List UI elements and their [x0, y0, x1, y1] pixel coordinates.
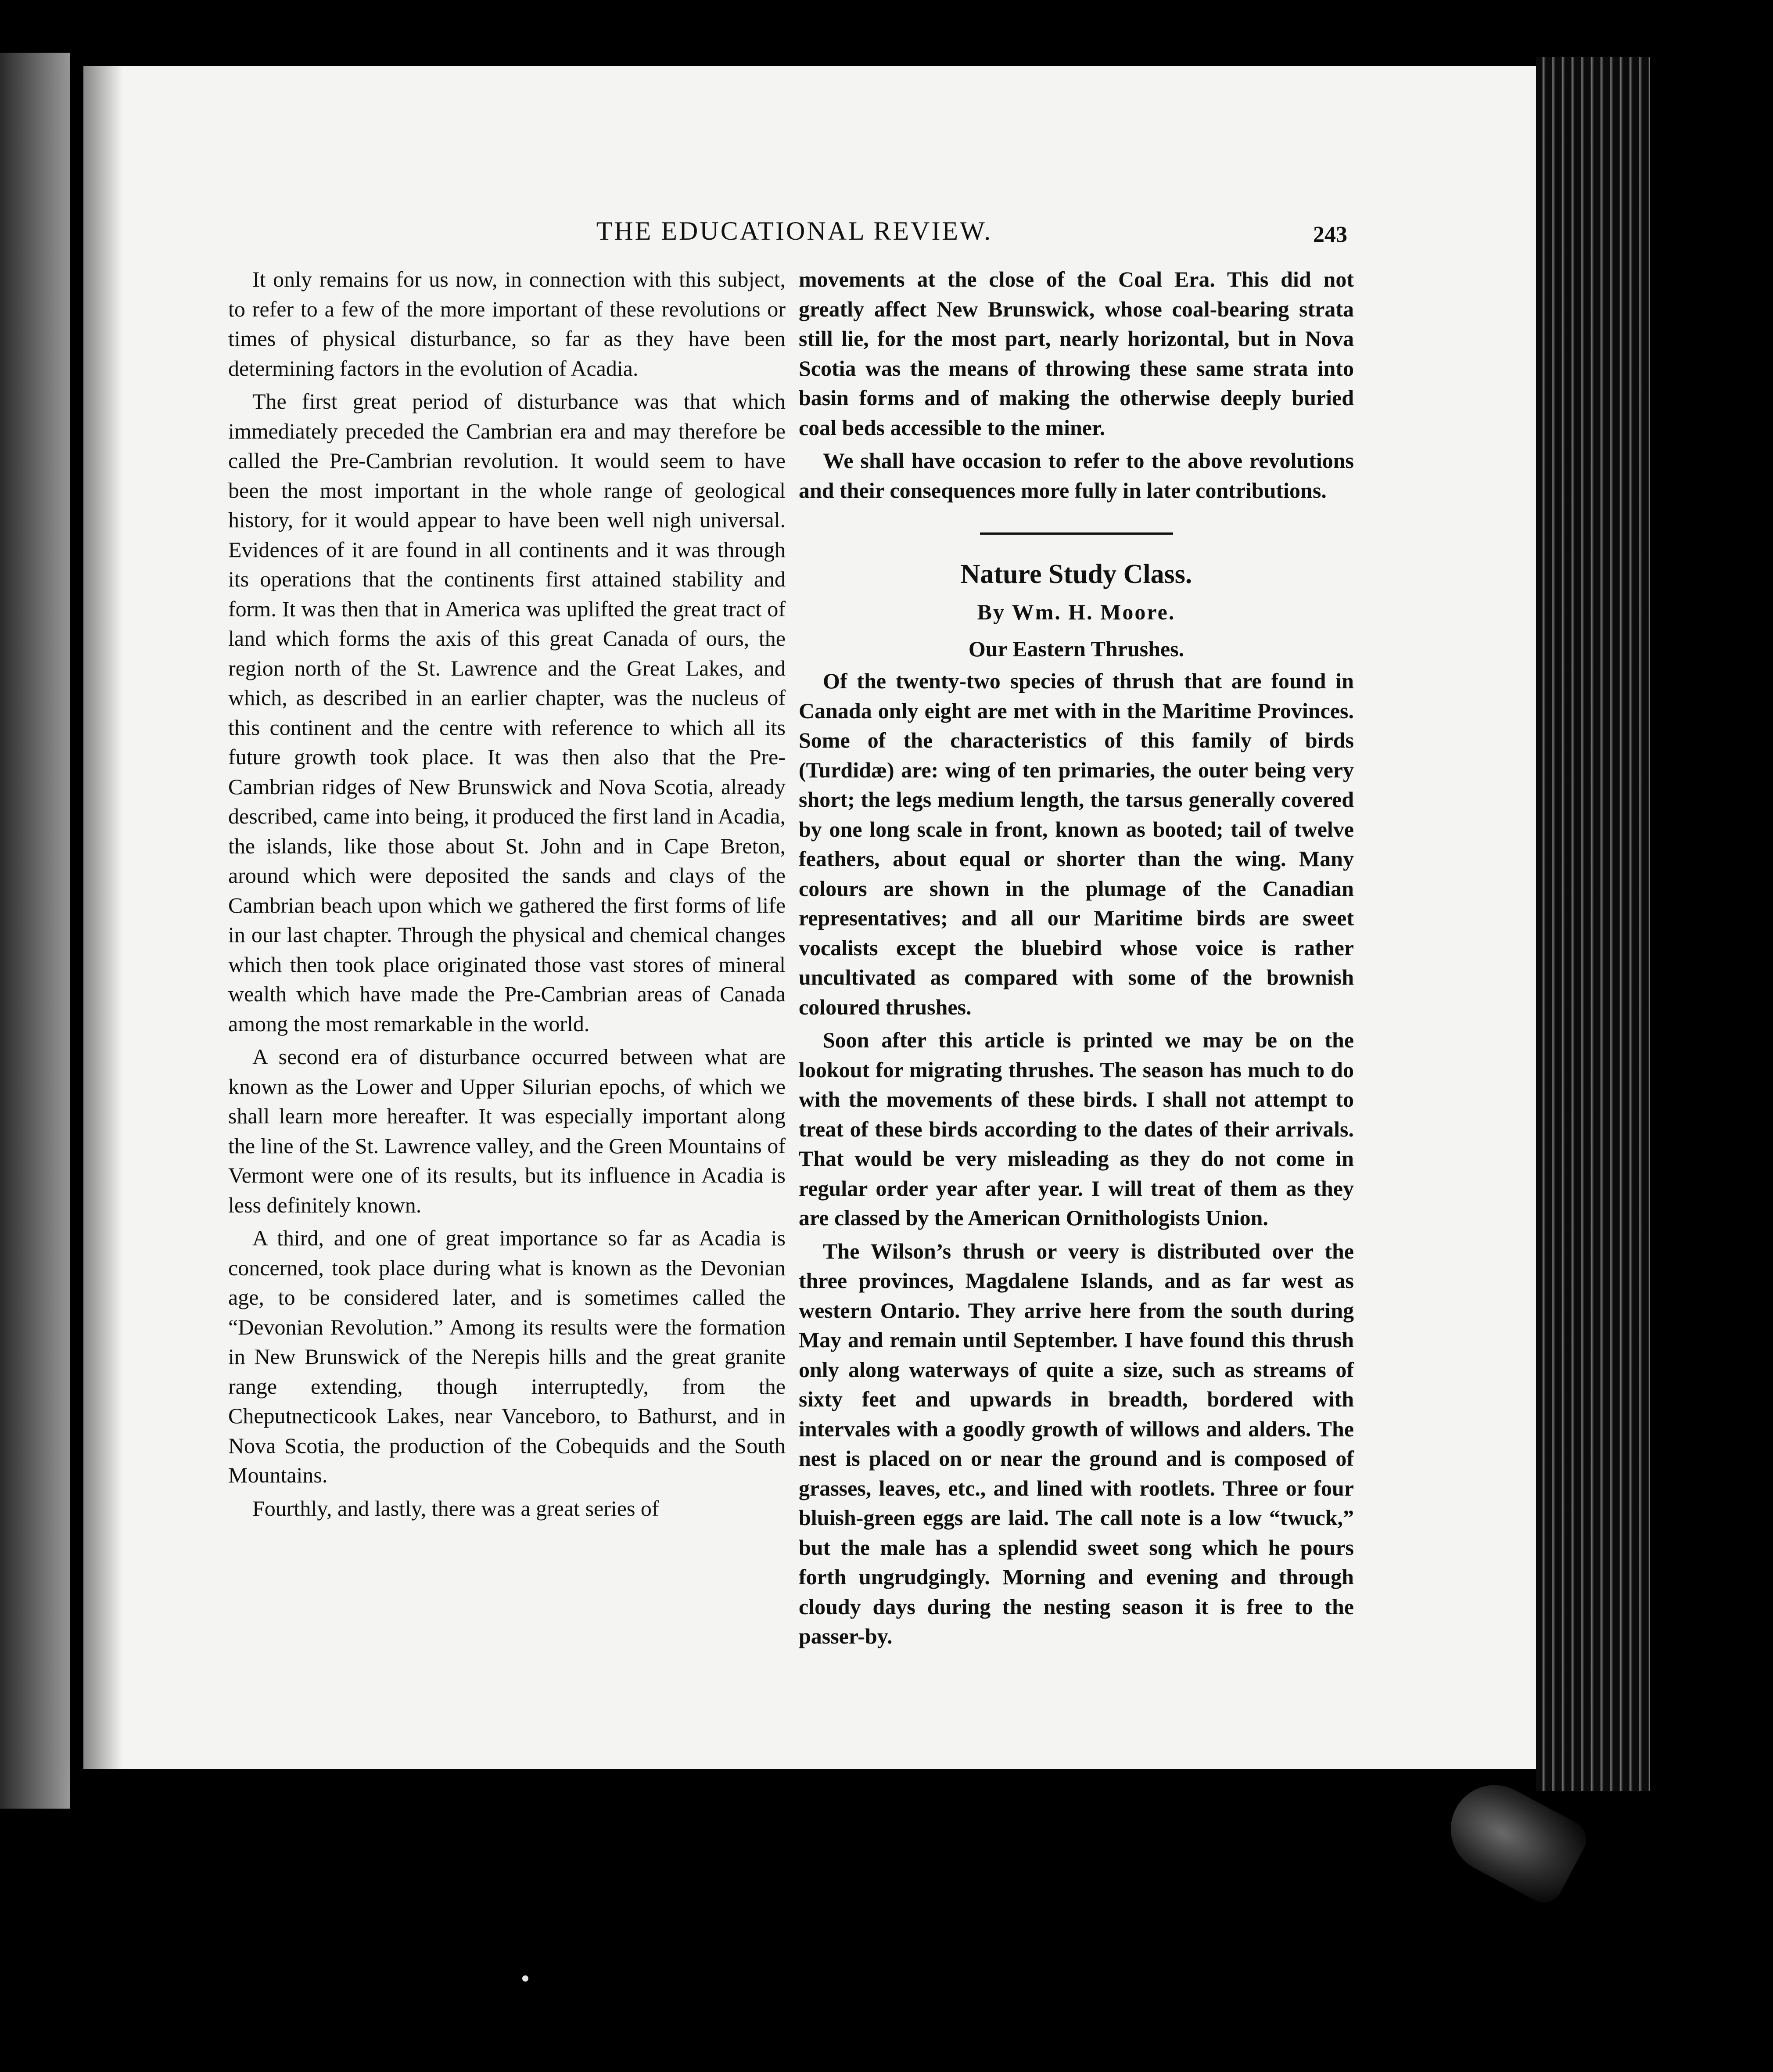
article-subtitle: Our Eastern Thrushes.	[968, 637, 1184, 661]
section-divider	[980, 532, 1173, 535]
paragraph: The first great period of disturbance was that which immediately preceded the Cambrian era and may therefore be called the Pre-Cambrian revolution. It would seem to have been the most important in the whole range of geological history, for it would appear to have been well nigh universal. Evidences of it are found in all continents and it was through its operations that the continents first attained stability and form. It was then that in America was uplifted the great tract of land which forms the axis of this great Canada of ours, the region north of the St. Lawrence and the Great Lakes, and which, as described in an earlier chapter, was the nucleus of this continent and the centre with reference to which all its future growth took place. It was then also that the Pre-Cambrian ridges of New Brunswick and Nova Scotia, already described, came into being, it produced the first land in Acadia, the islands, like those about St. John and in Cape Breton, around which were deposited the sands and clays of the Cambrian beach upon which we gathered the first forms of life in our last chapter. Through the physical and chemical changes which then took place originated those vast stores of mineral wealth which have made the Pre-Cambrian areas of Canada among the most remarkable in the world.	[228, 389, 786, 1036]
paragraph: It only remains for us now, in connection with this subject, to refer to a few of the more important of these revolutions or times of physical disturbance, so far as they have been determining factors in the evolution of Acadia.	[228, 267, 786, 381]
section-title: Nature Study Class.	[960, 559, 1192, 589]
paragraph: A third, and one of great importance so far as Acadia is concerned, took place during what is known as the Devonian age, to be considered later, and is sometimes called the “Devonian Revolution.” Among its results were the formation in New Brunswick of the Nerepis hills and the great granite range extending, though interruptedly, from the Cheputnecticook Lakes, near Vanceboro, to Bathurst, and in Nova Scotia, the production of the Cobequids and the South Mountains.	[228, 1226, 786, 1487]
gutter-shadow	[83, 66, 123, 1769]
left-column	[228, 265, 786, 1527]
running-title: THE EDUCATIONAL REVIEW.	[596, 216, 993, 245]
paragraph: The Wilson’s thrush or veery is distributed over the three provinces, Magdalene Islands, and as far west as western Ontario. They arrive here from the south during May and remain until September. I have found this thrush only along waterways of quite a size, such as streams of sixty feet and upwards in breadth, bordered with intervales with a goodly growth of willows and alders. The nest is placed on or near the ground and is composed of grasses, leaves, etc., and lined with rootlets. Three or four bluish-green eggs are laid. The call note is a low “twuck,” but the male has a splendid sweet song which he pours forth ungrudgingly. Morning and evening and through cloudy days during the nesting season it is free to the passer-by.	[799, 1238, 1354, 1648]
paragraph: Soon after this article is printed we may be on the lookout for migrating thrushes. The season has much to do with the movements of these birds. I shall not attempt to treat of these birds according to the dates of their arrivals. That would be very misleading as they do not come in regular order year after year. I will treat of them as they are classed by the American Ornithologists Union.	[799, 1028, 1354, 1230]
paragraph: We shall have occasion to refer to the above revolutions and their consequences more fully in later contributions.	[799, 448, 1354, 503]
scan-dust-dot	[522, 1975, 528, 1982]
paragraph: Fourthly, and lastly, there was a great series of	[252, 1496, 659, 1521]
byline: By Wm. H. Moore.	[977, 600, 1176, 624]
facing-page-edge	[0, 53, 70, 1809]
paragraph: Of the twenty-two species of thrush that are found in Canada only eight are met with in the Maritime Provinces. Some of the characteristics of this family of birds (Turdidæ) are: wing of ten primaries, the outer being very short; the legs medium length, the tarsus generally covered by one long scale in front, known as booted; tail of twelve feathers, about equal or shorter than the wing. Many colours are shown in the plumage of the Canadian representatives; and all our Maritime birds are sweet vocalists except the bluebird whose voice is rather uncultivated as compared with some of the brownish coloured thrushes.	[799, 669, 1354, 1019]
paragraph-continuation: movements at the close of the Coal Era. This did not greatly affect New Brunswick, whose coal-bearing strata still lie, for the most part, nearly horizontal, but in Nova Scotia was the means of throwing these same strata into basin forms and of making the otherwise deeply buried coal beds accessible to the miner.	[799, 267, 1354, 440]
page-number: 243	[1313, 222, 1347, 247]
page-stack-edge	[1536, 57, 1650, 1791]
right-column	[799, 265, 1354, 1655]
paragraph: A second era of disturbance occurred between what are known as the Lower and Upper Silurian epochs, of which we shall learn more hereafter. It was especially important along the line of the St. Lawrence valley, and the Green Mountains of Vermont were one of its results, but its influence in Acadia is less definitely known.	[228, 1044, 786, 1217]
